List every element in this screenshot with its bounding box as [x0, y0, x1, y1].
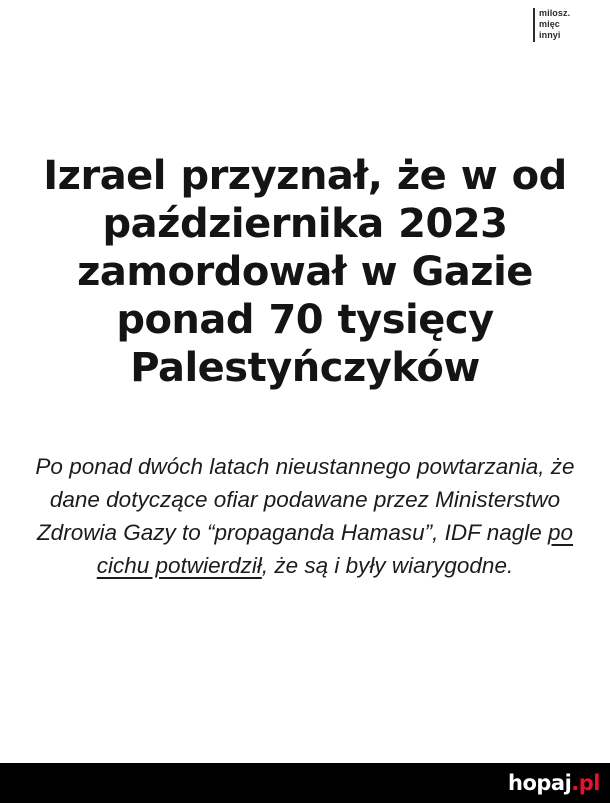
site-logo-domain: .pl — [571, 770, 600, 795]
headline-text: Izrael przyznał, że w od października 2023 zamordował w Gazie ponad 70 tysięcy Palestyńczyków — [43, 153, 567, 391]
watermark-line-1: milosz. — [539, 8, 571, 18]
body-text-part-2: , że są i były wiarygodne. — [261, 553, 514, 578]
site-logo-name: hopaj — [508, 770, 572, 795]
footer-bar — [0, 763, 610, 803]
body-text-emphasis: po cichu potwierdził — [96, 520, 574, 578]
body-text-part-1: Po ponad dwóch latach nieustannego powtarzania, że dane dotyczące ofiar podawane przez Ministerstwo Zdrowia Gazy to “propaganda Hamasu”, IDF nagle — [35, 454, 575, 545]
watermark-line-2: mięc — [539, 19, 560, 29]
watermark-line-3: innyi — [539, 30, 561, 40]
site-logo — [508, 770, 600, 795]
body-text — [34, 450, 576, 582]
